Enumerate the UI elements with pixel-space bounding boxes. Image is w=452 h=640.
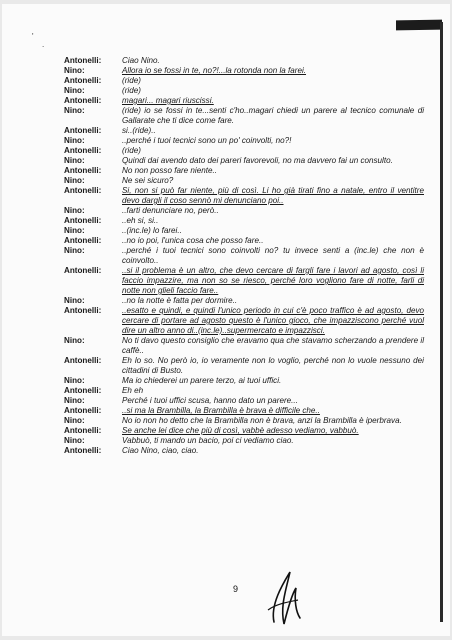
dialogue-text: (ride) io se fossi in te...senti c'ho..magari chiedi un parere al tecnico comunale di Gallarate che ti dice come fare. [122,106,424,125]
speaker-label: Nino: [64,136,85,145]
transcript-line [64,386,424,396]
speaker-label: Antonelli: [64,426,102,435]
speaker-label: Antonelli: [64,306,102,315]
dialogue-text: Ma io chiederei un parere terzo, ai tuoi uffici. [122,376,282,385]
speaker-label: Nino: [64,246,85,255]
dialogue-text: ..si ma la Brambilla, la Brambilla è brava è difficile che.. [122,406,320,415]
speaker-label: Nino: [64,86,85,95]
speaker-label: Nino: [64,176,85,185]
transcript-line [64,426,424,436]
document-page [2,4,450,636]
speaker-label: Nino: [64,376,85,385]
dialogue-text: ..no io poi, l'unica cosa che posso fare.. [122,236,264,245]
transcript-line [64,186,424,206]
transcript-line [64,86,424,96]
speaker-label: Nino: [64,206,85,215]
transcript-line [64,446,424,456]
speaker-label: Antonelli: [64,56,102,65]
transcript-line [64,306,424,336]
dialogue-text: ..eh si, si.. [122,216,159,225]
dialogue-text: Si, non si può far niente, più di così. Li ho già tirati fino a natale, entro il ventitre devo dargli il coso sennò mi denunciano poi.. [122,186,424,205]
dialogue-text: ..(inc.le) lo farei.. [122,226,182,235]
speaker-label: Nino: [64,416,85,425]
transcript-line [64,356,424,376]
transcript-line [64,296,424,306]
dialogue-text: No io non ho detto che la Brambilla non è brava, anzi la Brambilla è iperbrava. [122,416,402,425]
speaker-label: Nino: [64,226,85,235]
speaker-label: Nino: [64,396,85,405]
transcript [64,56,424,456]
transcript-line [64,406,424,416]
transcript-line [64,226,424,236]
dialogue-text: ..perché i tuoi tecnici sono un po' coinvolti, no?! [122,136,292,145]
transcript-line [64,396,424,406]
dialogue-text: Vabbuò, ti mando un bacio, poi ci vediamo ciao. [122,436,294,445]
speaker-label: Nino: [64,296,85,305]
scan-speck: ' [32,32,34,41]
dialogue-text: Quindi dai avendo dato dei pareri favorevoli, no ma davvero fai un consulto. [122,156,393,165]
transcript-line [64,146,424,156]
transcript-line [64,166,424,176]
dialogue-text: si..(ride).. [122,126,156,135]
speaker-label: Antonelli: [64,446,102,455]
transcript-line [64,206,424,216]
transcript-line [64,266,424,296]
dialogue-text: Se anche lei dice che più di così, vabbè adesso vediamo, vabbuò. [122,426,359,435]
speaker-label: Antonelli: [64,236,102,245]
dialogue-text: magari... magari riuscissi. [122,96,214,105]
speaker-label: Antonelli: [64,96,102,105]
dialogue-text: ..perché i tuoi tecnici sono coinvolti no? tu invece senti a (inc.le) che non è coinvolto.. [122,246,424,265]
dialogue-text: No ti davo questo consiglio che eravamo qua che stavamo scherzando a prendere il caffè.. [122,336,424,355]
transcript-line [64,66,424,76]
page-number: 9 [233,584,239,594]
dialogue-text: (ride) [122,76,141,85]
transcript-line [64,96,424,106]
dialogue-text: ..si il problema è un altro, che devo cercare di fargli fare i lavori ad agosto, così li faccio impazzire, ma non so se riesco, perché loro vogliono fare di notte, farli di notte non glieli faccio fare.. [122,266,424,295]
speaker-label: Antonelli: [64,166,102,175]
speaker-label: Antonelli: [64,406,102,415]
dialogue-text: (ride) [122,86,141,95]
dialogue-text: Ciao Nino. [122,56,160,65]
speaker-label: Nino: [64,336,85,345]
speaker-label: Nino: [64,436,85,445]
speaker-label: Antonelli: [64,216,102,225]
transcript-line [64,236,424,246]
speaker-label: Antonelli: [64,186,102,195]
speaker-label: Antonelli: [64,266,102,275]
dialogue-text: ..no la notte è fatta per dormire.. [122,296,238,305]
transcript-line [64,246,424,266]
transcript-line [64,376,424,386]
transcript-line [64,106,424,126]
transcript-line [64,416,424,426]
dialogue-text: Eh eh [122,386,144,395]
scan-edge-line [440,22,443,622]
speaker-label: Antonelli: [64,356,102,365]
transcript-line [64,56,424,66]
dialogue-text: Perché i tuoi uffici scusa, hanno dato un parere... [122,396,298,405]
transcript-line [64,126,424,136]
dialogue-text: Ne sei sicuro? [122,176,174,185]
dialogue-text: Ciao Nino, ciao, ciao. [122,446,199,455]
speaker-label: Nino: [64,106,85,115]
speaker-label: Nino: [64,66,85,75]
speaker-label: Antonelli: [64,146,102,155]
scan-speck: . [42,40,45,49]
dialogue-text: ..esatto e quindi, e quindi l'unico periodo in cui c'è poco traffico è ad agosto, devo cercare di portare ad agosto questo è l'unico gioco, che impazziscono perché vuol dire un altro anno di..(inc.le)..supermercato e impazzisci. [122,306,424,335]
transcript-line [64,176,424,186]
transcript-line [64,436,424,446]
dialogue-text: ..farti denunciare no, però.. [122,206,219,215]
transcript-line [64,216,424,226]
transcript-line [64,156,424,166]
speaker-label: Antonelli: [64,386,102,395]
transcript-line [64,336,424,356]
transcript-line [64,76,424,86]
speaker-label: Nino: [64,156,85,165]
speaker-label: Antonelli: [64,76,102,85]
scan-corner-mark [396,20,442,31]
dialogue-text: Allora io se fossi in te, no?!...la rotonda non la farei. [122,66,307,75]
dialogue-text: No non posso fare niente.. [122,166,217,175]
handwritten-signature [260,564,304,630]
dialogue-text: Eh lo so. No però io, io veramente non lo voglio, perché non lo vuole nessuno dei cittadini di Busto. [122,356,424,375]
dialogue-text: (ride) [122,146,141,155]
speaker-label: Antonelli: [64,126,102,135]
transcript-line [64,136,424,146]
